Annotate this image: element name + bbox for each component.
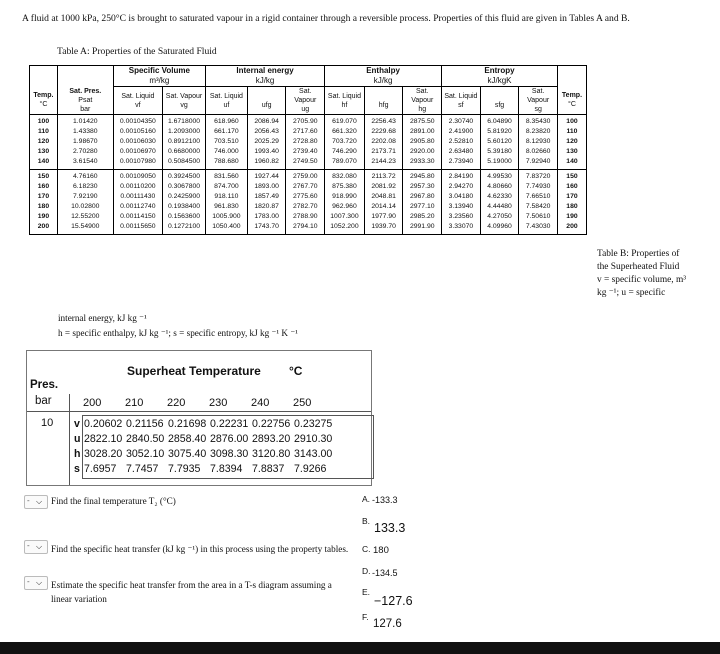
table-value: 2945.80 (409, 173, 435, 180)
table-value: 130 (37, 148, 50, 155)
group-internal-energy: Internal energy kJ/kg (205, 66, 324, 87)
temp-header: 200 (83, 397, 102, 409)
table-value: 190 (37, 213, 50, 220)
table-b-caption-line: Table B: Properties of (597, 249, 680, 259)
chevron-down-icon: ⌵ (36, 497, 43, 506)
table-value: 8.12930 (525, 138, 551, 145)
cell: 3120.80 (252, 448, 291, 460)
row-key: s (74, 463, 80, 475)
table-value: 2728.80 (292, 138, 318, 145)
table-column-cell (113, 170, 162, 235)
table-value: 661.320 (332, 128, 357, 135)
cell: 2858.40 (168, 433, 207, 445)
col-sg: Sat. Vapour sg (519, 87, 558, 115)
temp-header: 250 (293, 397, 312, 409)
table-value: 0.00110200 (120, 183, 156, 190)
col-hf: Sat. Liquid hf (325, 87, 365, 115)
table-value: 2705.90 (292, 118, 318, 125)
table-value: 7.58420 (525, 203, 551, 210)
table-value: 1783.00 (254, 213, 279, 220)
table-value: 0.00115650 (120, 223, 156, 230)
table-value: 100 (566, 118, 578, 125)
table-value: 0.2425900 (167, 193, 201, 200)
table-value: 0.8912100 (167, 138, 201, 145)
cell: 3075.40 (168, 448, 207, 460)
col-hfg: hfg (364, 87, 403, 115)
table-value: 2048.81 (371, 193, 396, 200)
table-value: 2025.29 (254, 138, 279, 145)
table-value: 1820.87 (254, 203, 279, 210)
table-value: 831.560 (214, 173, 239, 180)
table-b-caption-line: kg ⁻¹; u = specific (597, 288, 666, 298)
table-value: 1743.70 (254, 223, 279, 230)
table-value: 1960.82 (254, 158, 279, 165)
table-value: 0.1272100 (167, 223, 201, 230)
table-value: 8.02660 (525, 148, 551, 155)
table-value: 0.1938400 (167, 203, 201, 210)
table-value: 0.3924500 (167, 173, 201, 180)
superheat-row-h (74, 448, 336, 460)
cell: 3143.00 (294, 448, 333, 460)
cell: 2893.20 (252, 433, 291, 445)
group-specific-volume: Specific Volume m³/kg (113, 66, 205, 87)
col-sfg: sfg (480, 87, 519, 115)
table-column-cell (247, 170, 286, 235)
table-value: 5.19000 (487, 158, 512, 165)
table-value: 2767.70 (292, 183, 318, 190)
table-value: 1005.900 (212, 213, 241, 220)
table-value: 1050.400 (212, 223, 241, 230)
table-column-cell (480, 170, 519, 235)
units-notes (58, 311, 298, 341)
cell: 2876.00 (210, 433, 249, 445)
table-value: 4.99530 (487, 173, 512, 180)
cell: 0.23275 (294, 418, 333, 430)
table-value: 5.81920 (487, 128, 512, 135)
table-value: 180 (37, 203, 50, 210)
col-temp-right: Temp. °C (557, 87, 586, 115)
table-value: 120 (37, 138, 50, 145)
table-column-cell (519, 115, 558, 170)
table-value: 120 (566, 138, 578, 145)
table-value: 1.01420 (73, 118, 98, 125)
table-value: 1.43380 (73, 128, 98, 135)
group-entropy: Entropy kJ/kgK (442, 66, 558, 87)
table-value: 746.000 (214, 148, 239, 155)
col-vg: Sat. Vapour vg (163, 87, 206, 115)
table-value: 3.33070 (448, 223, 474, 230)
table-value: 1007.300 (330, 213, 359, 220)
table-value: 2.41900 (448, 128, 474, 135)
col-ug: Sat. Vapour ug (286, 87, 325, 115)
cell: 2822.10 (84, 433, 123, 445)
table-value: 2256.43 (371, 118, 396, 125)
col-hg: Sat. Vapour hg (403, 87, 442, 115)
table-value: 2920.00 (409, 148, 435, 155)
question-3: Estimate the specific heat transfer from the area in a T-s diagram assuming a linear variation (51, 580, 332, 604)
divider (69, 394, 70, 485)
question-2: Find the specific heat transfer (kJ kg ⁻¹) in this process using the property tables. (51, 544, 349, 554)
table-column-cell (442, 170, 481, 235)
answer-select-1[interactable]: - ⌵ (24, 495, 48, 509)
table-value: 7.66510 (525, 193, 551, 200)
cell: 2910.30 (294, 433, 333, 445)
table-value: 2056.43 (254, 128, 279, 135)
temp-header: 210 (125, 397, 144, 409)
table-column-cell (325, 170, 365, 235)
table-value: 7.83720 (525, 173, 551, 180)
table-value: 1052.200 (330, 223, 359, 230)
table-a-block-1 (30, 115, 587, 170)
table-value: 1993.40 (254, 148, 279, 155)
pressure-value: 10 (41, 417, 54, 429)
temp-header: 230 (209, 397, 228, 409)
cell: 7.7457 (126, 463, 159, 475)
table-b-caption-line: the Superheated Fluid (597, 262, 680, 272)
table-value: 100 (37, 118, 50, 125)
table-column-cell (163, 115, 206, 170)
table-value: 2081.92 (371, 183, 396, 190)
table-value: 2891.00 (409, 128, 435, 135)
table-value: 2717.60 (292, 128, 318, 135)
table-value: 661.170 (214, 128, 239, 135)
table-value: 2113.72 (371, 173, 396, 180)
col-uf: Sat. Liquid uf (205, 87, 247, 115)
chevron-down-icon: ⌵ (36, 542, 43, 551)
cell: 7.8394 (210, 463, 243, 475)
table-value: 0.1563600 (167, 213, 201, 220)
table-value: 2.30740 (448, 118, 474, 125)
pres-label: Pres. (30, 379, 59, 391)
table-value: 0.00109050 (119, 173, 156, 180)
table-value: 1893.00 (254, 183, 279, 190)
table-value: 746.290 (332, 148, 357, 155)
table-value: 190 (566, 213, 578, 220)
table-b-caption-line: v = specific volume, m³ (597, 275, 687, 285)
chevron-down-icon: ⌵ (36, 578, 43, 587)
row-key: v (74, 418, 80, 430)
table-value: 4.62330 (487, 193, 512, 200)
table-column-cell (403, 170, 442, 235)
table-value: 2782.70 (292, 203, 318, 210)
cell: 3028.20 (84, 448, 123, 460)
table-value: 3.13940 (448, 203, 474, 210)
table-value: 2957.30 (409, 183, 435, 190)
table-value: 875.380 (332, 183, 357, 190)
table-value: 1927.44 (254, 173, 279, 180)
cell: 0.20602 (84, 418, 123, 430)
table-value: 2202.08 (371, 138, 396, 145)
col-temp: Temp. °C (30, 87, 58, 115)
cell: 0.21156 (126, 418, 164, 430)
table-column-cell (403, 115, 442, 170)
group-enthalpy: Enthalpy kJ/kg (325, 66, 442, 87)
note-line: internal energy, kJ kg ⁻¹ (58, 313, 147, 323)
table-column-cell (286, 115, 325, 170)
table-value: 2788.90 (292, 213, 318, 220)
table-value: 2967.80 (409, 193, 435, 200)
table-value: 7.74930 (525, 183, 551, 190)
table-value: 130 (566, 148, 578, 155)
table-value: 15.54900 (71, 223, 100, 230)
table-value: 1857.49 (254, 193, 279, 200)
table-value: 2775.60 (292, 193, 318, 200)
table-value: 918.110 (214, 193, 239, 200)
table-value: 150 (566, 173, 578, 180)
table-value: 110 (37, 128, 49, 135)
superheat-row-v (74, 418, 336, 430)
cell: 7.9266 (294, 463, 327, 475)
table-column-cell (364, 115, 403, 170)
table-value: 2749.50 (292, 158, 318, 165)
table-value: 140 (566, 158, 578, 165)
table-value: 2.84190 (448, 173, 474, 180)
cell: 0.22231 (210, 418, 249, 430)
table-value: 4.27050 (487, 213, 512, 220)
table-column-cell (30, 170, 58, 235)
table-value: 3.04180 (448, 193, 474, 200)
cell: 7.8837 (252, 463, 285, 475)
table-column-cell (205, 115, 247, 170)
table-value: 2.73940 (448, 158, 474, 165)
table-value: 0.00106030 (119, 138, 156, 145)
table-value: 2991.90 (409, 223, 435, 230)
table-column-cell (557, 115, 586, 170)
superheat-table (26, 350, 372, 486)
table-column-cell (57, 170, 113, 235)
table-value: 8.23820 (525, 128, 551, 135)
superheat-row-u (74, 433, 336, 445)
row-key: u (74, 433, 81, 445)
table-value: 1.6718000 (167, 118, 201, 125)
table-value: 0.00107980 (119, 158, 156, 165)
temp-header: 220 (167, 397, 186, 409)
table-value: 2933.30 (409, 158, 435, 165)
question-1: Find the final temperature T₂ (°C) (51, 496, 176, 506)
table-column-cell (442, 115, 481, 170)
table-value: 789.070 (332, 158, 357, 165)
table-value: 2.52810 (448, 138, 474, 145)
col-sf: Sat. Liquid sf (442, 87, 481, 115)
table-value: 961.830 (214, 203, 239, 210)
superheat-unit: °C (289, 364, 303, 378)
bar-label: bar (35, 395, 52, 407)
table-column-cell (480, 115, 519, 170)
table-value: 2794.10 (292, 223, 318, 230)
table-column-cell (163, 170, 206, 235)
temperature-headers (83, 397, 335, 409)
table-value: 0.6680000 (167, 148, 201, 155)
table-column-cell (205, 170, 247, 235)
table-value: 0.3067800 (167, 183, 201, 190)
cell: 0.22756 (252, 418, 291, 430)
table-value: 1939.70 (371, 223, 396, 230)
table-value: 6.18230 (73, 183, 98, 190)
table-value: 2905.80 (409, 138, 435, 145)
table-column-cell (325, 115, 365, 170)
table-value: 703.510 (214, 138, 239, 145)
table-column-cell (57, 115, 113, 170)
superheat-row-s (74, 463, 336, 475)
table-value: 2875.50 (409, 118, 435, 125)
table-value: 2173.71 (371, 148, 396, 155)
table-b-caption (597, 248, 717, 300)
table-value: 7.50610 (525, 213, 551, 220)
table-value: 4.44480 (487, 203, 512, 210)
table-value: 2977.10 (409, 203, 435, 210)
table-value: 5.60120 (487, 138, 512, 145)
answer-select-2[interactable]: - ⌵ (24, 540, 48, 554)
table-value: 2229.68 (371, 128, 396, 135)
table-value: 4.76160 (73, 173, 98, 180)
table-value: 1.98670 (73, 138, 98, 145)
table-value: 618.960 (214, 118, 239, 125)
note-line: h = specific enthalpy, kJ kg ⁻¹; s = specific entropy, kJ kg ⁻¹ K ⁻¹ (58, 328, 298, 338)
table-value: 703.720 (332, 138, 357, 145)
table-value: 12.55200 (71, 213, 100, 220)
table-value: 0.00106970 (119, 148, 156, 155)
table-value: 4.80660 (487, 183, 512, 190)
table-value: 2739.40 (292, 148, 318, 155)
table-value: 0.00104350 (119, 118, 156, 125)
table-column-cell (364, 170, 403, 235)
table-value: 5.39180 (487, 148, 512, 155)
table-column-cell (519, 170, 558, 235)
table-value: 170 (37, 193, 50, 200)
table-value: 2.94270 (448, 183, 474, 190)
table-value: 918.990 (332, 193, 357, 200)
table-column-cell (30, 115, 58, 170)
table-value: 2144.23 (371, 158, 396, 165)
cell: 7.6957 (84, 463, 117, 475)
cell: 3052.10 (126, 448, 165, 460)
table-value: 2086.94 (254, 118, 279, 125)
table-value: 7.92940 (525, 158, 551, 165)
table-value: 832.080 (332, 173, 357, 180)
divider (27, 411, 371, 412)
table-value: 1977.90 (371, 213, 396, 220)
table-value: 4.09960 (487, 223, 512, 230)
table-value: 180 (566, 203, 578, 210)
table-value: 619.070 (332, 118, 357, 125)
table-value: 1.2093000 (167, 128, 201, 135)
col-vf: Sat. Liquid vf (113, 87, 162, 115)
table-value: 110 (566, 128, 578, 135)
table-column-cell (286, 170, 325, 235)
table-column-cell (113, 115, 162, 170)
table-value: 0.00111430 (120, 193, 156, 200)
table-value: 140 (37, 158, 50, 165)
table-value: 788.680 (214, 158, 239, 165)
table-value: 160 (37, 183, 50, 190)
saturated-properties-table (29, 65, 587, 235)
table-value: 8.35430 (525, 118, 551, 125)
table-value: 874.700 (214, 183, 239, 190)
table-value: 2759.00 (292, 173, 318, 180)
cell: 0.21698 (168, 418, 207, 430)
table-value: 7.43030 (525, 223, 551, 230)
table-value: 6.04890 (487, 118, 512, 125)
superheat-title: Superheat Temperature (127, 364, 261, 378)
table-value: 0.00114150 (120, 213, 156, 220)
table-value: 962.960 (332, 203, 357, 210)
col-ufg: ufg (247, 87, 286, 115)
table-value: 3.23560 (448, 213, 474, 220)
table-column-cell (247, 115, 286, 170)
table-value: 0.00105160 (119, 128, 156, 135)
table-value: 7.92190 (73, 193, 98, 200)
row-key: h (74, 448, 81, 460)
table-a-caption: Table A: Properties of the Saturated Fluid (57, 46, 217, 57)
table-value: 170 (566, 193, 578, 200)
table-value: 0.5084500 (167, 158, 201, 165)
cell: 3098.30 (210, 448, 249, 460)
cell: 2840.50 (126, 433, 165, 445)
table-value: 150 (37, 173, 50, 180)
table-column-cell (557, 170, 586, 235)
cell: 7.7935 (168, 463, 201, 475)
table-value: 2.63480 (448, 148, 474, 155)
table-value: 2985.20 (409, 213, 435, 220)
table-value: 10.02800 (71, 203, 100, 210)
table-value: 160 (566, 183, 578, 190)
answer-select-3[interactable]: - ⌵ (24, 576, 48, 590)
table-value: 2.70280 (73, 148, 98, 155)
table-value: 0.00112740 (120, 203, 156, 210)
table-value: 3.61540 (73, 158, 98, 165)
col-sat-pres: Sat. Pres. Psat bar (57, 87, 113, 115)
temp-header: 240 (251, 397, 270, 409)
problem-statement: A fluid at 1000 kPa, 250°C is brought to saturated vapour in a rigid container through a reversible process. Properties of this fluid are given in Tables A and B. (22, 13, 630, 24)
bottom-bar (0, 642, 720, 654)
table-value: 2014.14 (371, 203, 396, 210)
table-a-block-2 (30, 170, 587, 235)
table-value: 200 (37, 223, 50, 230)
table-value: 200 (566, 223, 578, 230)
